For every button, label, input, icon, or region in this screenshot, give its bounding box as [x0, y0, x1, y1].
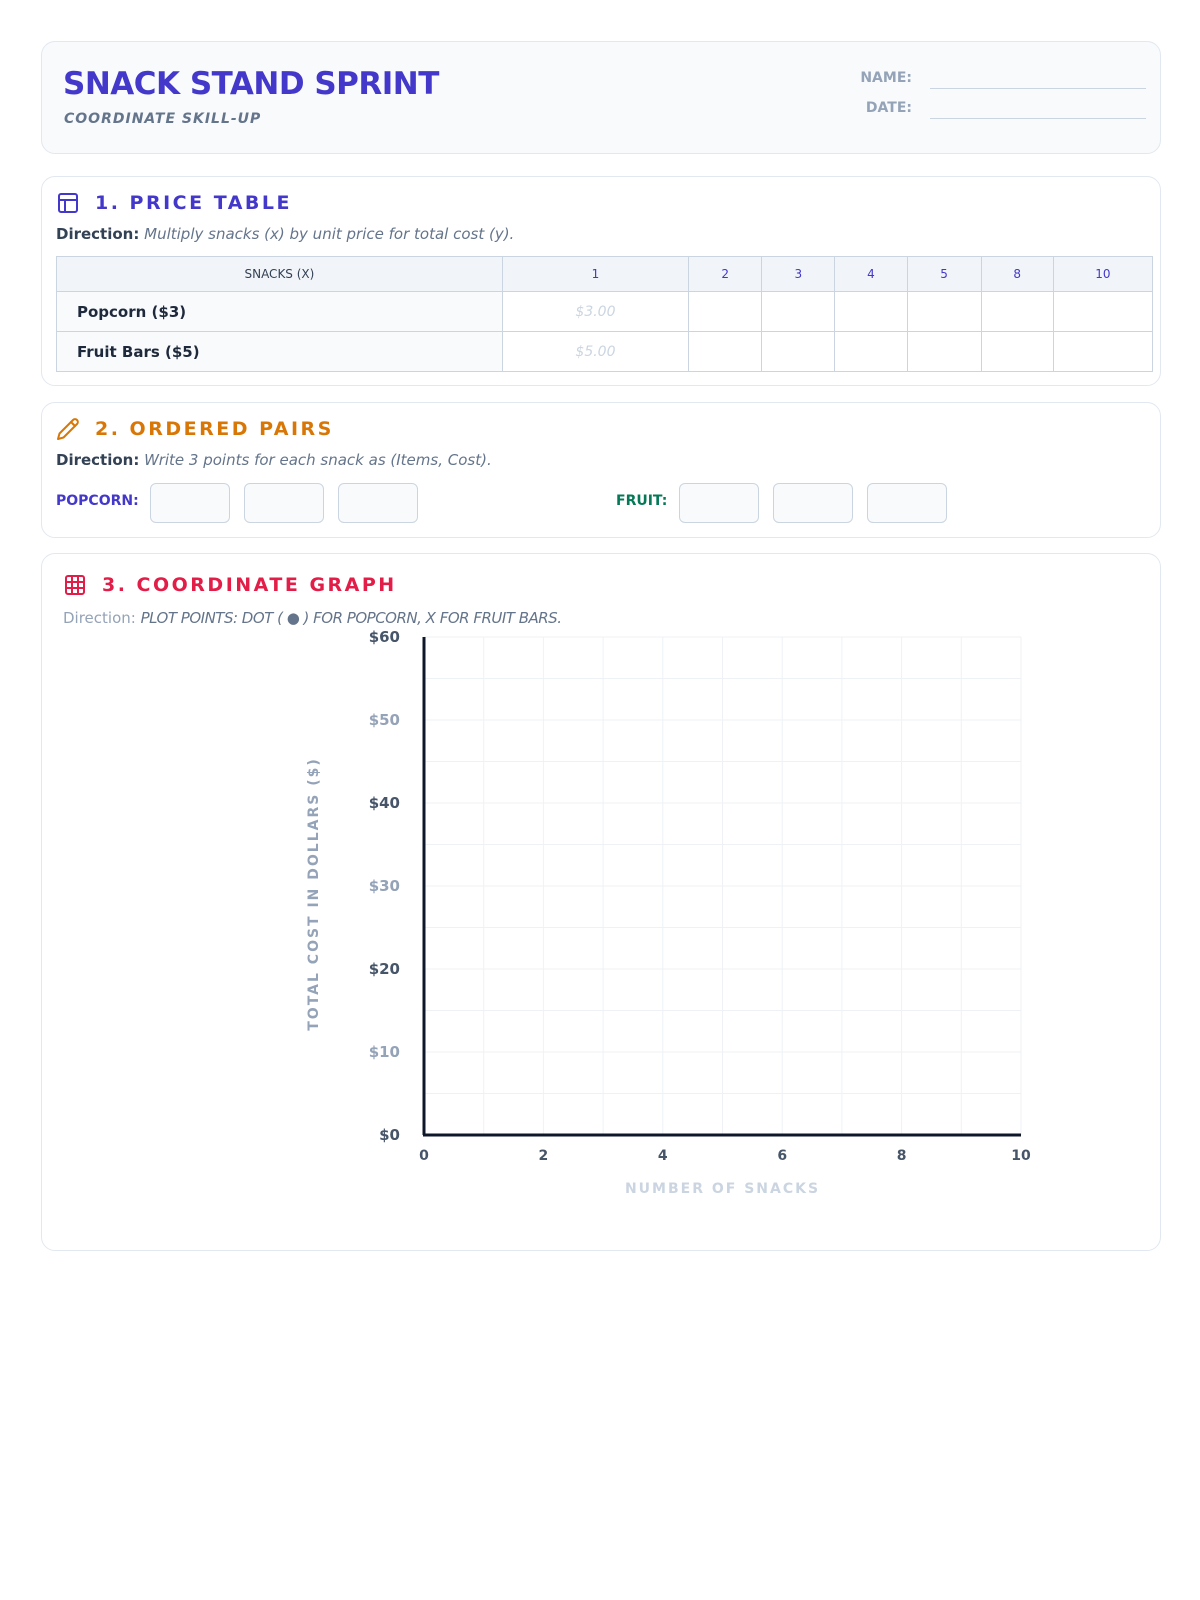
answer-cell[interactable]: [907, 292, 981, 332]
answer-cell[interactable]: [762, 292, 835, 332]
price-table-heading: [56, 191, 292, 215]
page-subtitle: COORDINATE SKILL-UP: [64, 111, 262, 127]
popcorn-label: POPCORN:: [56, 493, 139, 509]
price-table-section: [41, 176, 1161, 386]
pencil-icon: [56, 417, 80, 441]
coordinate-graph-section: [41, 553, 1161, 1251]
column-header: 3: [762, 257, 835, 292]
answer-cell[interactable]: [981, 332, 1053, 372]
x-tick-label: 4: [657, 1148, 668, 1164]
column-header: 8: [981, 257, 1053, 292]
answer-cell[interactable]: [1053, 292, 1152, 332]
name-field[interactable]: [930, 88, 1146, 89]
direction-text: Write 3 points for each snack as (Items, Cost).: [144, 451, 492, 469]
direction-text: Multiply snacks (x) by unit price for total cost (y).: [144, 225, 515, 243]
column-header: SNACKS (X): [57, 257, 503, 292]
direction-label: Direction:: [56, 225, 140, 243]
fruit-label: FRUIT:: [616, 493, 668, 509]
example-cell: $3.00: [502, 292, 688, 332]
y-tick-label: $0: [379, 1126, 400, 1144]
answer-cell[interactable]: [907, 332, 981, 372]
name-label: NAME:: [860, 70, 912, 86]
column-header: 4: [835, 257, 907, 292]
column-header: 10: [1053, 257, 1152, 292]
fruit-pair-input[interactable]: [867, 483, 947, 523]
x-tick-label: 2: [538, 1148, 549, 1164]
row-label: Fruit Bars ($5): [57, 332, 503, 372]
popcorn-pair-input[interactable]: [150, 483, 230, 523]
date-field[interactable]: [930, 118, 1146, 119]
table-header-row: [57, 257, 1153, 292]
fruit-pair-input[interactable]: [679, 483, 759, 523]
section-title: 1. PRICE TABLE: [95, 192, 292, 214]
y-tick-label: $40: [368, 794, 400, 812]
table-row: [57, 292, 1153, 332]
direction-label: Direction:: [63, 609, 136, 627]
answer-cell[interactable]: [689, 292, 762, 332]
y-tick-label: $50: [368, 711, 400, 729]
price-table-direction: [56, 225, 514, 243]
direction-text: PLOT POINTS: DOT ( ● ) FOR POPCORN, X FOR FRUIT BARS.: [140, 609, 562, 627]
page-title: SNACK STAND SPRINT: [63, 66, 439, 102]
ordered-pairs-direction: [56, 451, 492, 469]
y-tick-label: $20: [368, 960, 400, 978]
answer-cell[interactable]: [762, 332, 835, 372]
table-icon: [56, 191, 80, 215]
column-header: 1: [502, 257, 688, 292]
answer-cell[interactable]: [1053, 332, 1152, 372]
y-tick-label: $60: [368, 628, 400, 646]
answer-cell[interactable]: [689, 332, 762, 372]
y-tick-label: $10: [368, 1043, 400, 1061]
table-row: [57, 332, 1153, 372]
x-tick-label: 10: [1011, 1148, 1031, 1164]
x-tick-label: 6: [777, 1148, 788, 1164]
direction-label: Direction:: [56, 451, 140, 469]
coordinate-graph[interactable]: [42, 554, 1162, 1252]
section-title: 2. ORDERED PAIRS: [95, 418, 334, 440]
example-cell: $5.00: [502, 332, 688, 372]
date-label: DATE:: [865, 100, 912, 116]
row-label: Popcorn ($3): [57, 292, 503, 332]
popcorn-pair-input[interactable]: [244, 483, 324, 523]
y-tick-label: $30: [368, 877, 400, 895]
x-axis-title: NUMBER OF SNACKS: [624, 1181, 821, 1197]
ordered-pairs-section: [41, 402, 1161, 538]
popcorn-pair-input[interactable]: [338, 483, 418, 523]
worksheet-header: [41, 41, 1161, 154]
fruit-pair-input[interactable]: [773, 483, 853, 523]
answer-cell[interactable]: [835, 292, 907, 332]
ordered-pairs-heading: [56, 417, 334, 441]
answer-cell[interactable]: [981, 292, 1053, 332]
section-title: 3. COORDINATE GRAPH: [102, 574, 397, 596]
x-tick-label: 0: [419, 1148, 429, 1164]
y-axis-title: TOTAL COST IN DOLLARS ($): [306, 757, 322, 1031]
x-tick-label: 8: [896, 1148, 907, 1164]
price-table: [56, 256, 1153, 372]
column-header: 2: [689, 257, 762, 292]
column-header: 5: [907, 257, 981, 292]
answer-cell[interactable]: [835, 332, 907, 372]
